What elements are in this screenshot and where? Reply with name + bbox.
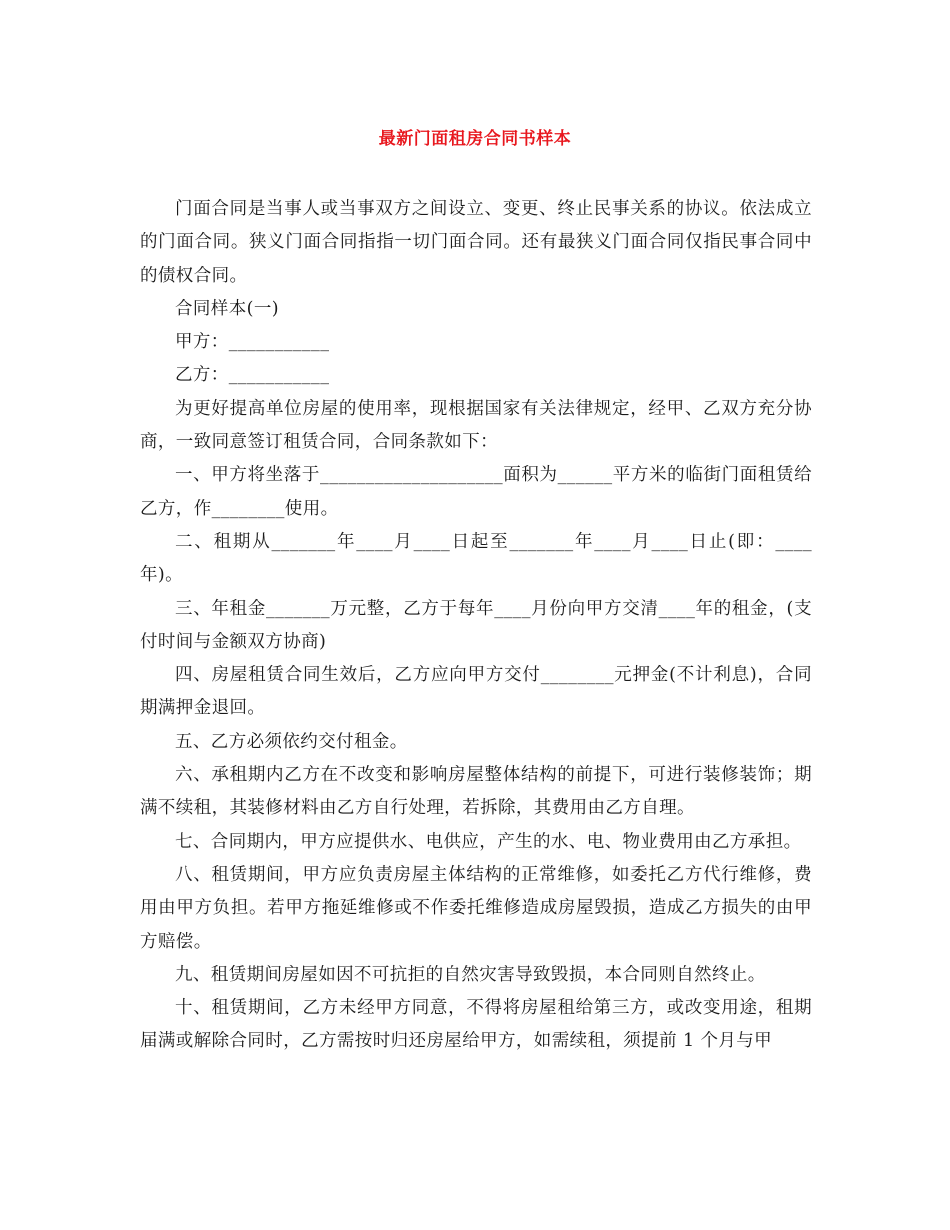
sample-heading: 合同样本(一) bbox=[175, 298, 279, 319]
intro-paragraph: 门面合同是当事人或当事双方之间设立、变更、终止民事关系的协议。依法成立的门面合同。狭义门面合同指指一切门面合同。还有最狭义门面合同仅指民事合同中的债权合同。 bbox=[140, 199, 812, 286]
clause-10: 十、租赁期间，乙方未经甲方同意，不得将房屋租给第三方，或改变用途，租期届满或解除合同时，乙方需按时归还房屋给甲方，如需续租，须提前 1 个月与甲 bbox=[140, 998, 812, 1052]
document-title: 最新门面租房合同书样本 bbox=[378, 129, 572, 149]
clause-5: 五、乙方必须依约交付租金。 bbox=[175, 731, 408, 752]
party-a-line: 甲方：___________ bbox=[175, 332, 330, 353]
clause-9: 九、租赁期间房屋如因不可抗拒的自然灾害导致毁损，本合同则自然终止。 bbox=[175, 964, 766, 985]
clause-3: 三、年租金_______万元整，乙方于每年____月份向甲方交清____年的租金，(支付时间与金额双方协商) bbox=[140, 598, 812, 652]
document-body bbox=[140, 193, 812, 1059]
clause-4: 四、房屋租赁合同生效后，乙方应向甲方交付________元押金(不计利息)，合同期满押金退回。 bbox=[140, 665, 812, 719]
preamble-paragraph: 为更好提高单位房屋的使用率，现根据国家有关法律规定，经甲、乙双方充分协商，一致同意签订租赁合同，合同条款如下： bbox=[140, 398, 812, 453]
clause-6: 六、承租期内乙方在不改变和影响房屋整体结构的前提下，可进行装修装饰；期满不续租，其装修材料由乙方自行处理，若拆除，其费用由乙方自理。 bbox=[140, 765, 812, 819]
clause-7: 七、合同期内，甲方应提供水、电供应，产生的水、电、物业费用由乙方承担。 bbox=[175, 831, 802, 852]
clause-8: 八、租赁期间，甲方应负责房屋主体结构的正常维修，如委托乙方代行维修，费用由甲方负担。若甲方拖延维修或不作委托维修造成房屋毁损，造成乙方损失的由甲方赔偿。 bbox=[140, 864, 812, 952]
party-b-line: 乙方：___________ bbox=[175, 365, 330, 386]
clause-1: 一、甲方将坐落于____________________面积为______平方米的临街门面租赁给乙方，作________使用。 bbox=[140, 465, 812, 519]
clause-2: 二、租期从_______年____月____日起至_______年____月____日止(即：____年)。 bbox=[140, 531, 812, 586]
